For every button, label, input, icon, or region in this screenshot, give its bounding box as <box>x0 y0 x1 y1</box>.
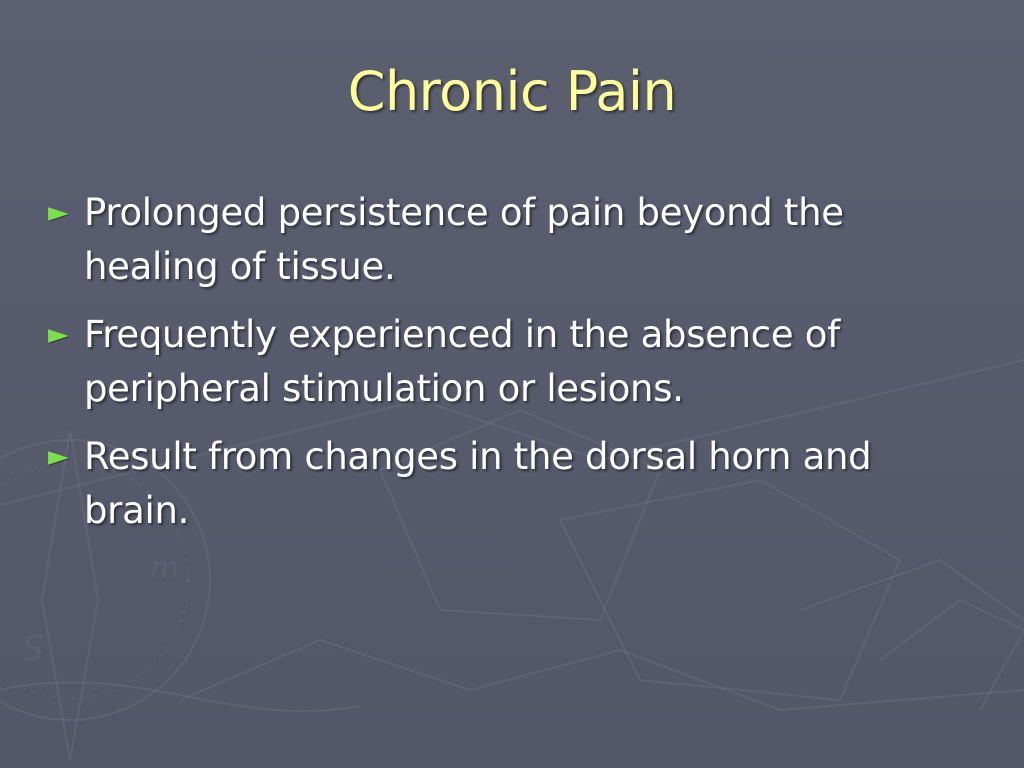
bullet-item <box>46 430 976 538</box>
bullet-text: Result from changes in the dorsal horn and brain. <box>84 435 872 532</box>
bullet-item <box>46 308 976 416</box>
bullet-list <box>46 186 976 552</box>
triangle-bullet-icon: ► <box>48 197 69 228</box>
triangle-bullet-icon: ► <box>48 441 69 472</box>
svg-text:S: S <box>22 629 44 669</box>
bullet-text: Frequently experienced in the absence of peripheral stimulation or lesions. <box>84 313 840 410</box>
svg-text:m: m <box>150 551 180 586</box>
bullet-item <box>46 186 976 294</box>
bullet-text: Prolonged persistence of pain beyond the healing of tissue. <box>84 191 844 288</box>
slide-title: Chronic Pain <box>347 60 677 123</box>
triangle-bullet-icon: ► <box>48 319 69 350</box>
